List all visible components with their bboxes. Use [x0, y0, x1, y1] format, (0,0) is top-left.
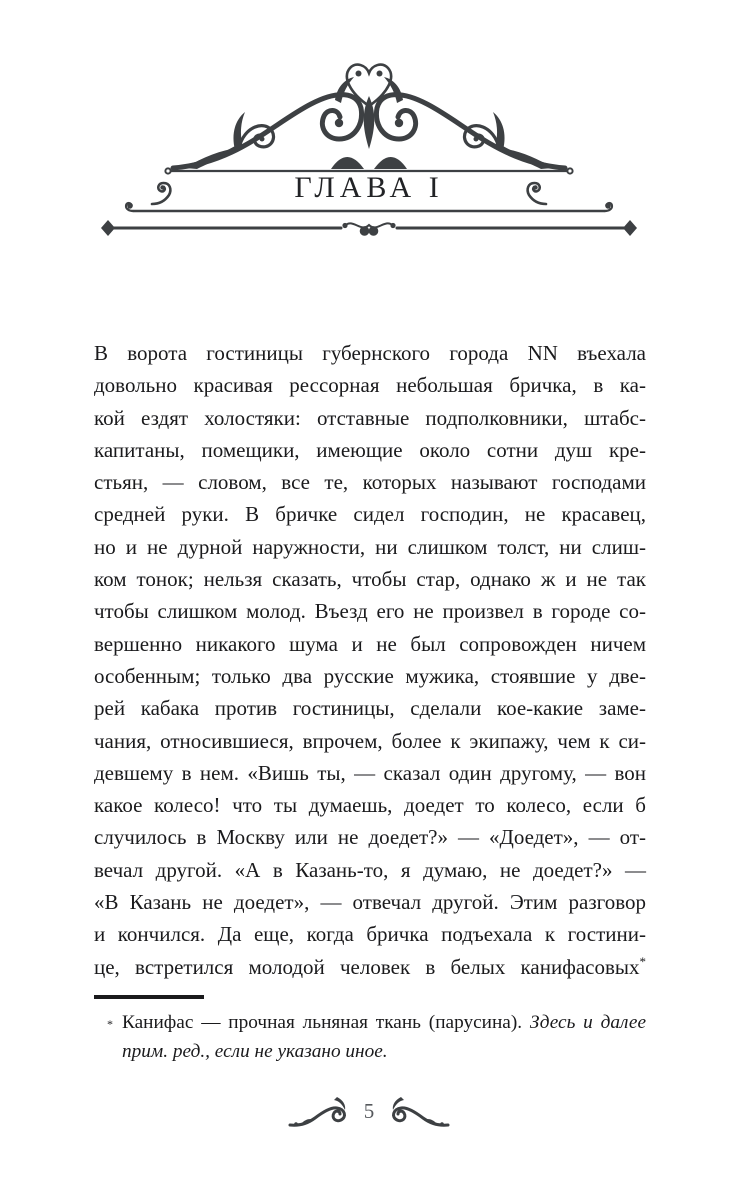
page-footer: [0, 1090, 738, 1132]
text-line: чтобы слишком молод. Въезд его не произвел в городе со-: [94, 599, 646, 624]
text-line: чания, относившиеся, впрочем, более к экипажу, чем к си-: [94, 728, 646, 753]
text-line: вечал другой. «А в Казань-то, я думаю, не доедет?» —: [94, 857, 646, 882]
footer-scroll-right-icon: [385, 1091, 451, 1131]
text-line: девшему в нем. «Вишь ты, — сказал один другому, — вон: [94, 760, 646, 785]
body-text: [94, 337, 646, 983]
text-line: но и не дурной наружности, ни слишком толст, ни слиш-: [94, 534, 646, 559]
footnote-line: [94, 1008, 646, 1037]
divider-rules-icon: [89, 200, 649, 245]
text-line: случилось в Москву или не доедет?» — «Доедет», — от-: [94, 825, 646, 850]
footer-scroll-left-icon: [287, 1091, 353, 1131]
text-line: особенным; только два русские мужика, стоявшие у две-: [94, 663, 646, 688]
footnote-separator-rule: [94, 995, 204, 999]
footnote-marker: *: [107, 1017, 113, 1031]
text-line: средней руки. В бричке сидел господин, не красавец,: [94, 502, 646, 527]
chapter-title: ГЛАВА I: [294, 171, 444, 204]
text-line: стьян, — словом, все те, которых называют господами: [94, 470, 646, 495]
text-line: ком тонок; нельзя сказать, чтобы стар, однако ж и не так: [94, 567, 646, 592]
footnote-reference-marker: *: [639, 953, 646, 969]
text-line: и кончился. Да еще, когда бричка подъехала к гостини-: [94, 922, 646, 947]
text-line: В ворота гостиницы губернского города NN въехала: [94, 341, 646, 365]
text-line: какое колесо! что ты думаешь, доедет то колесо, если б: [94, 793, 646, 818]
footnote: [94, 995, 646, 1066]
text-line: це, встретился молодой человек в белых канифасовых*: [94, 953, 646, 979]
footnote-text-italic: Здесь и далее: [529, 1012, 646, 1033]
text-line: «В Казань не доедет», — отвечал другой. Этим разговор: [94, 890, 646, 915]
text-line: довольно красивая рессорная небольшая бричка, в ка-: [94, 373, 646, 398]
text-line: капитаны, помещики, имеющие около сотни душ кре-: [94, 437, 646, 462]
footnote-text-regular: Канифас — прочная льняная ткань (парусина).: [122, 1012, 530, 1033]
text-line: рей кабака против гостиницы, сделали кое-какие заме-: [94, 696, 646, 721]
page-number: 5: [363, 1098, 375, 1123]
footnote-line: [94, 1037, 646, 1066]
chapter-head-flourish-icon: [89, 60, 649, 182]
text-line: вершенно никакого шума и не был сопровожден ничем: [94, 631, 646, 656]
footnote-text-italic: прим. ред., если не указано иное.: [122, 1041, 388, 1062]
text-line: кой ездят холостяки: отставные подполковники, штабс-: [94, 405, 646, 430]
